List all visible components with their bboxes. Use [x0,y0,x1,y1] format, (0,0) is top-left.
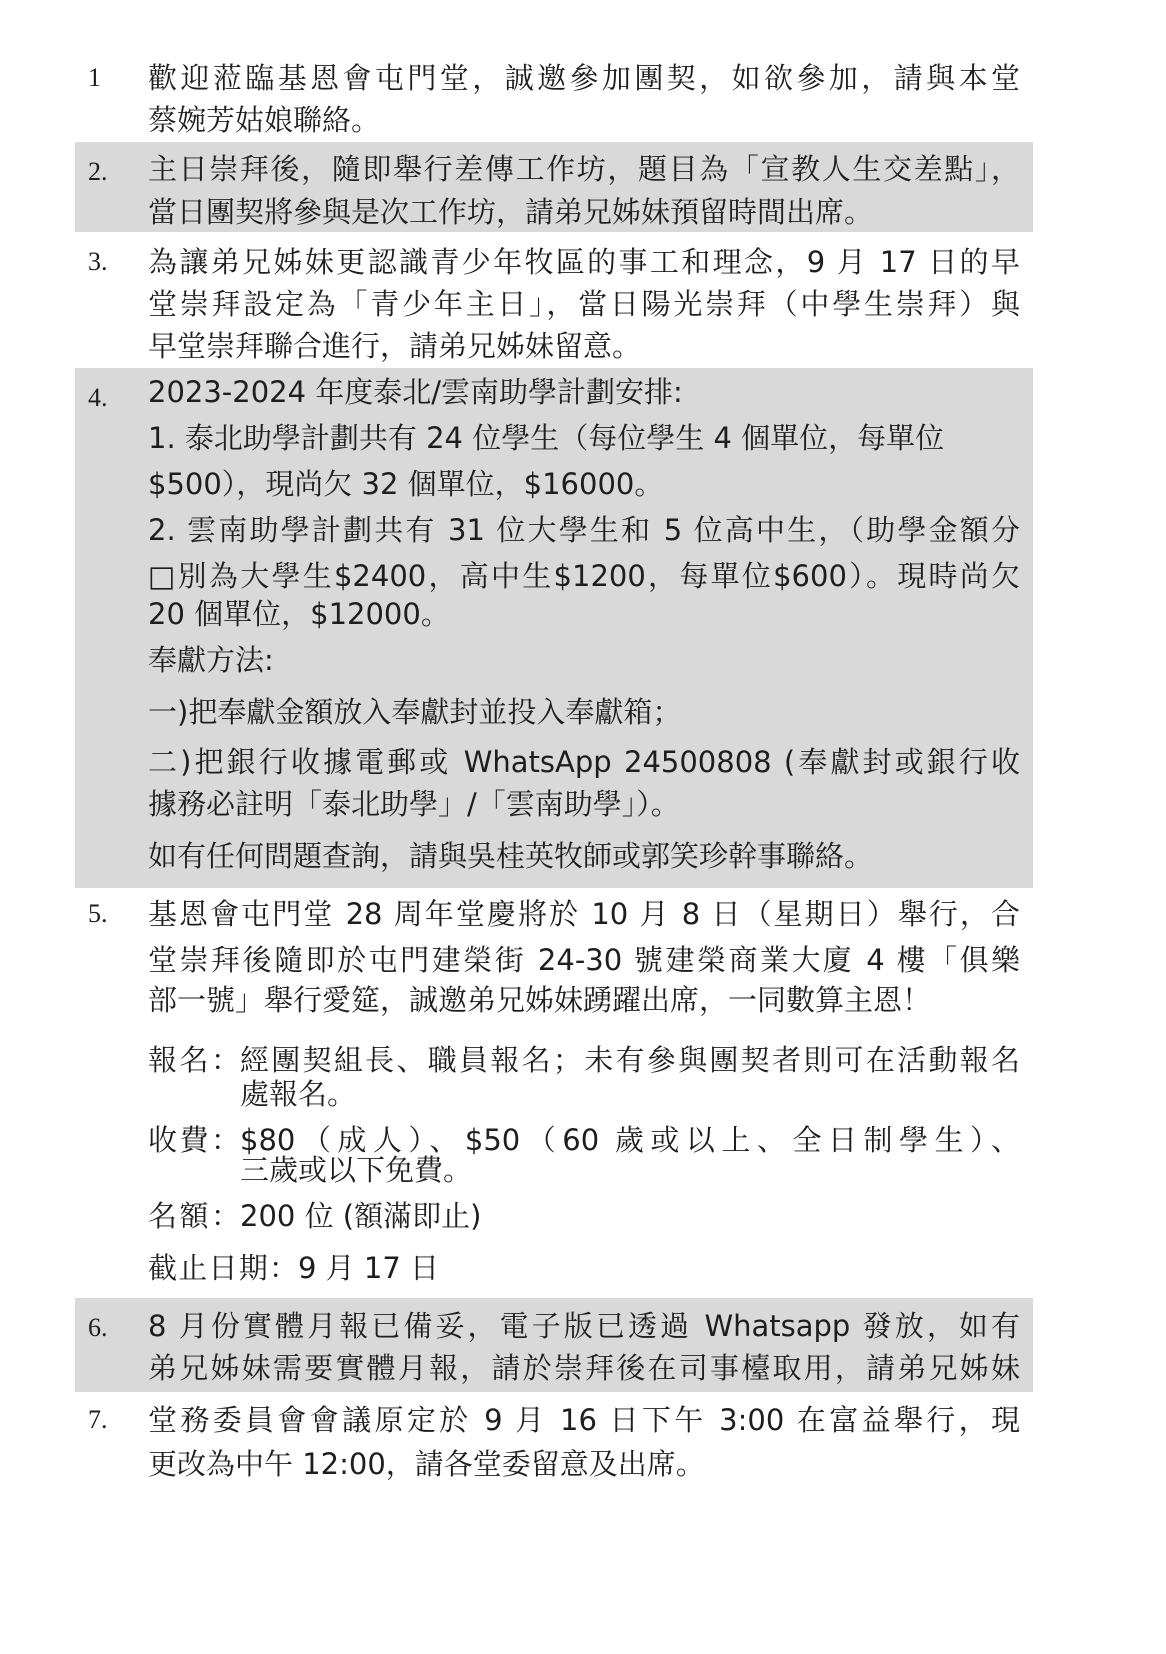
announcement-item-4 [75,368,1033,888]
item-number: 4. [88,383,108,412]
aid-plan-title: 2023-2024 年度泰北/雲南助學計劃安排: [148,375,683,409]
detail-value-continued: 處報名。 [240,1077,357,1111]
announcement-item-2 [75,142,1033,232]
donation-method-1-line: 一)把奉獻金額放入奉獻封並投入奉獻箱； [148,695,682,729]
announcement-item-3 [75,238,1033,366]
item-number: 2. [88,157,108,186]
detail-value: 200 位 (額滿即止) [240,1199,482,1233]
item-text-line: 主日崇拜後，隨即舉行差傳工作坊，題目為「宣教人生交差點」， [148,152,1020,186]
item-text-line: 蔡婉芳姑娘聯絡。 [148,103,381,137]
announcement-item-7 [75,1398,1033,1488]
announcement-item-5 [75,892,1033,1292]
detail-value-continued: 三歲或以下免費。 [240,1153,473,1187]
quota-detail [148,1196,1020,1236]
item-number: 1 [88,63,101,92]
detail-label: 報名： [148,1043,240,1077]
item-text-line: 部一號」舉行愛筵，誠邀弟兄姊妹踴躍出席，一同數算主恩！ [148,983,932,1017]
item-text-line: 基恩會屯門堂 28 周年堂慶將於 10 月 8 日（星期日）舉行，合 [148,897,1020,931]
announcement-item-1 [75,55,1033,141]
detail-value: $80（成人）、$50（60 歲或以上、全日制學生）、 [240,1123,1020,1157]
item-text-line: 更改為中午 12:00，請各堂委留意及出席。 [148,1447,705,1481]
aid-plan-1-line: 1. 泰北助學計劃共有 24 位學生（每位學生 4 個單位，每單位 [148,421,945,455]
item-number: 7. [88,1405,108,1434]
item-number: 5. [88,899,108,928]
donation-method-2-line: 二)把銀行收據電郵或 WhatsApp 24500808 (奉獻封或銀行收 [148,745,1020,779]
aid-plan-2-line: 2. 雲南助學計劃共有 31 位大學生和 5 位高中生，（助學金額分 [148,513,1020,547]
item-text-line: 弟兄姊妹需要實體月報，請於崇拜後在司事檯取用，請弟兄姊妹 [148,1351,1020,1385]
contact-line: 如有任何問題查詢，請與吳桂英牧師或郭笑珍幹事聯絡。 [148,839,874,873]
aid-plan-2-line: □別為大學生$2400，高中生$1200，每單位$600）。現時尚欠 [148,559,1020,593]
deadline-detail [148,1248,1020,1288]
donation-method-2-line: 據務必註明「泰北助學」/「雲南助學」）。 [148,787,680,821]
detail-value: 經團契組長、職員報名；未有參與團契者則可在活動報名 [240,1043,1020,1077]
detail-label: 收費： [148,1123,240,1157]
aid-plan-2-line: 20 個單位，$12000。 [148,597,450,631]
item-text-line: 歡迎蒞臨基恩會屯門堂，誠邀參加團契，如欲參加，請與本堂 [148,61,1020,95]
detail-label: 名額： [148,1199,240,1233]
aid-plan-1-line: $500），現尚欠 32 個單位，$16000。 [148,467,664,501]
donation-method-title: 奉獻方法: [148,643,274,677]
item-text-line: 當日團契將參與是次工作坊，請弟兄姊妹預留時間出席。 [148,195,874,229]
detail-label: 截止日期： [148,1251,298,1285]
announcement-item-6 [75,1298,1033,1392]
item-text-line: 堂崇拜後隨即於屯門建榮街 24-30 號建榮商業大廈 4 樓「俱樂 [148,943,1020,977]
detail-value: 9 月 17 日 [298,1251,440,1285]
item-text-line: 堂務委員會會議原定於 9 月 16 日下午 3:00 在富益舉行，現 [148,1403,1020,1437]
item-text-line: 為讓弟兄姊妹更認識青少年牧區的事工和理念，9 月 17 日的早 [148,245,1020,279]
item-text-line: 早堂崇拜聯合進行，請弟兄姊妹留意。 [148,329,642,363]
item-text-line: 堂崇拜設定為「青少年主日」，當日陽光崇拜（中學生崇拜）與 [148,287,1020,321]
item-number: 3. [88,247,108,276]
item-number: 6. [88,1313,108,1342]
item-text-line: 8 月份實體月報已備妥，電子版已透過 Whatsapp 發放，如有 [148,1309,1020,1343]
